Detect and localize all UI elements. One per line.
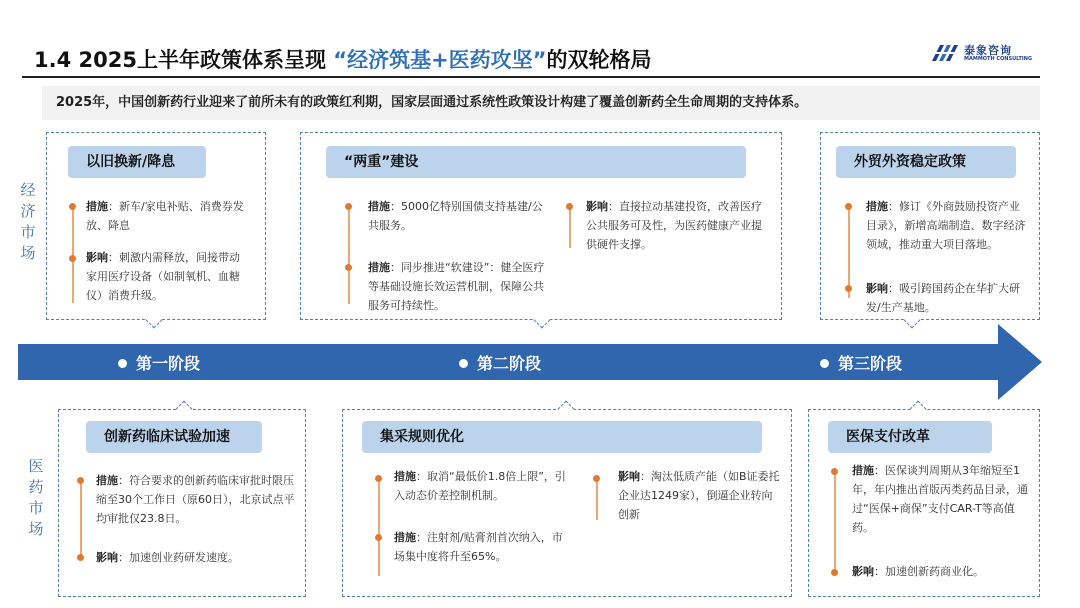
logo-english-name: MAMMOTH CONSULTING — [964, 56, 1033, 62]
side-label-economy: 经 济 市 场 — [20, 181, 36, 262]
economy-card-1-item-1: 措施：新车/家电补贴、消费券发放、降息 — [86, 200, 244, 232]
timeline-line — [378, 480, 380, 576]
company-logo — [930, 42, 1040, 66]
economy-card-2-item-1: 措施：5000亿特别国债支持基建/公共服务。 — [368, 200, 543, 232]
timeline-line — [569, 208, 571, 248]
bullet-dot — [831, 569, 838, 576]
medical-card-3-item-2: 影响：加速创新药商业化。 — [852, 565, 984, 578]
economy-card-2-item-3: 影响：直接拉动基建投资，改善医疗公共服务可及性，为医药健康产业提供硬件支撑。 — [586, 200, 762, 251]
bullet-dot — [69, 203, 76, 210]
medical-card-2-item-3: 影响：淘汰低质产能（如B证委托企业达1249家），倒逼企业转向创新 — [618, 470, 780, 521]
stage-dot-icon — [459, 359, 468, 368]
stage-2: 第二阶段 — [459, 351, 541, 374]
medical-card-1-item-2: 影响：加速创业药研发速度。 — [96, 551, 239, 564]
medical-card-2-item-1: 措施：取消“最低价1.8倍上限”，引入动态价差控制机制。 — [394, 470, 566, 502]
bullet-dot — [345, 264, 352, 271]
economy-card-2-item-2: 措施：同步推进“软建设”：健全医疗等基础设施长效运营机制，保障公共服务可持续性。 — [368, 261, 545, 312]
bullet-dot — [375, 475, 382, 482]
timeline-line — [348, 208, 350, 304]
title-divider — [22, 76, 1040, 78]
title-suffix: 的双轮格局 — [546, 48, 652, 72]
medical-card-1-title: 创新药临床试验加速 — [86, 421, 262, 453]
medical-card-2-item-2: 措施：注射剂/贴膏剂首次纳入，市场集中度将升至65%。 — [394, 531, 563, 563]
economy-card-1-title: 以旧换新/降息 — [68, 146, 206, 178]
title-highlight: “经济筑基+医药攻坚” — [333, 48, 547, 72]
medical-card-3-title: 医保支付改革 — [828, 421, 992, 453]
economy-card-3-title: 外贸外资稳定政策 — [836, 146, 1016, 178]
bullet-dot — [845, 285, 852, 292]
medical-card-2-title: 集采规则优化 — [362, 421, 762, 453]
stage-1: 第一阶段 — [118, 351, 200, 374]
bullet-dot — [77, 554, 84, 561]
timeline-line — [596, 480, 598, 520]
bullet-dot — [845, 203, 852, 210]
bullet-dot — [77, 477, 84, 484]
timeline-line — [834, 473, 836, 573]
intro-banner: 2025年，中国创新药行业迎来了前所未有的政策红利期，国家层面通过系统性政策设计构建了覆盖创新药全生命周期的支持体系。 — [42, 86, 1040, 120]
timeline-line — [80, 482, 82, 558]
stage-dot-icon — [118, 359, 127, 368]
medical-card-1-item-1: 措施：符合要求的创新药临床审批时限压缩至30个工作日（原60日），北京试点平均审批仅23.8日。 — [96, 474, 295, 525]
bullet-dot — [831, 468, 838, 475]
economy-card-2-title: “两重”建设 — [326, 146, 746, 178]
economy-card-1-item-2: 影响：刺激内需释放，间接带动家用医疗设备（如制氧机、血糖仪）消费升级。 — [86, 251, 240, 302]
bullet-dot — [593, 475, 600, 482]
bullet-dot — [566, 203, 573, 210]
page-title — [34, 44, 651, 74]
logo-mark-icon — [930, 44, 960, 62]
economy-card-3-item-2: 影响：吸引跨国药企在华扩大研发/生产基地。 — [866, 282, 1020, 314]
medical-card-3-item-1: 措施：医保谈判周期从3年缩短至1年，年内推出首版丙类药品目录，通过“医保+商保”支付CAR-T等高值药。 — [852, 464, 1028, 534]
title-prefix: 1.4 2025上半年政策体系呈现 — [34, 48, 326, 72]
bullet-dot — [345, 203, 352, 210]
logo-chinese-name: 泰象咨询 — [964, 44, 1012, 57]
side-label-medical: 医 药 市 场 — [28, 457, 44, 538]
stage-3: 第三阶段 — [820, 351, 902, 374]
bullet-dot — [375, 534, 382, 541]
economy-card-3-item-1: 措施：修订《外商鼓励投资产业目录》，新增高端制造、数字经济领域，推动重大项目落地。 — [866, 200, 1026, 251]
stage-dot-icon — [820, 359, 829, 368]
bullet-dot — [69, 255, 76, 262]
